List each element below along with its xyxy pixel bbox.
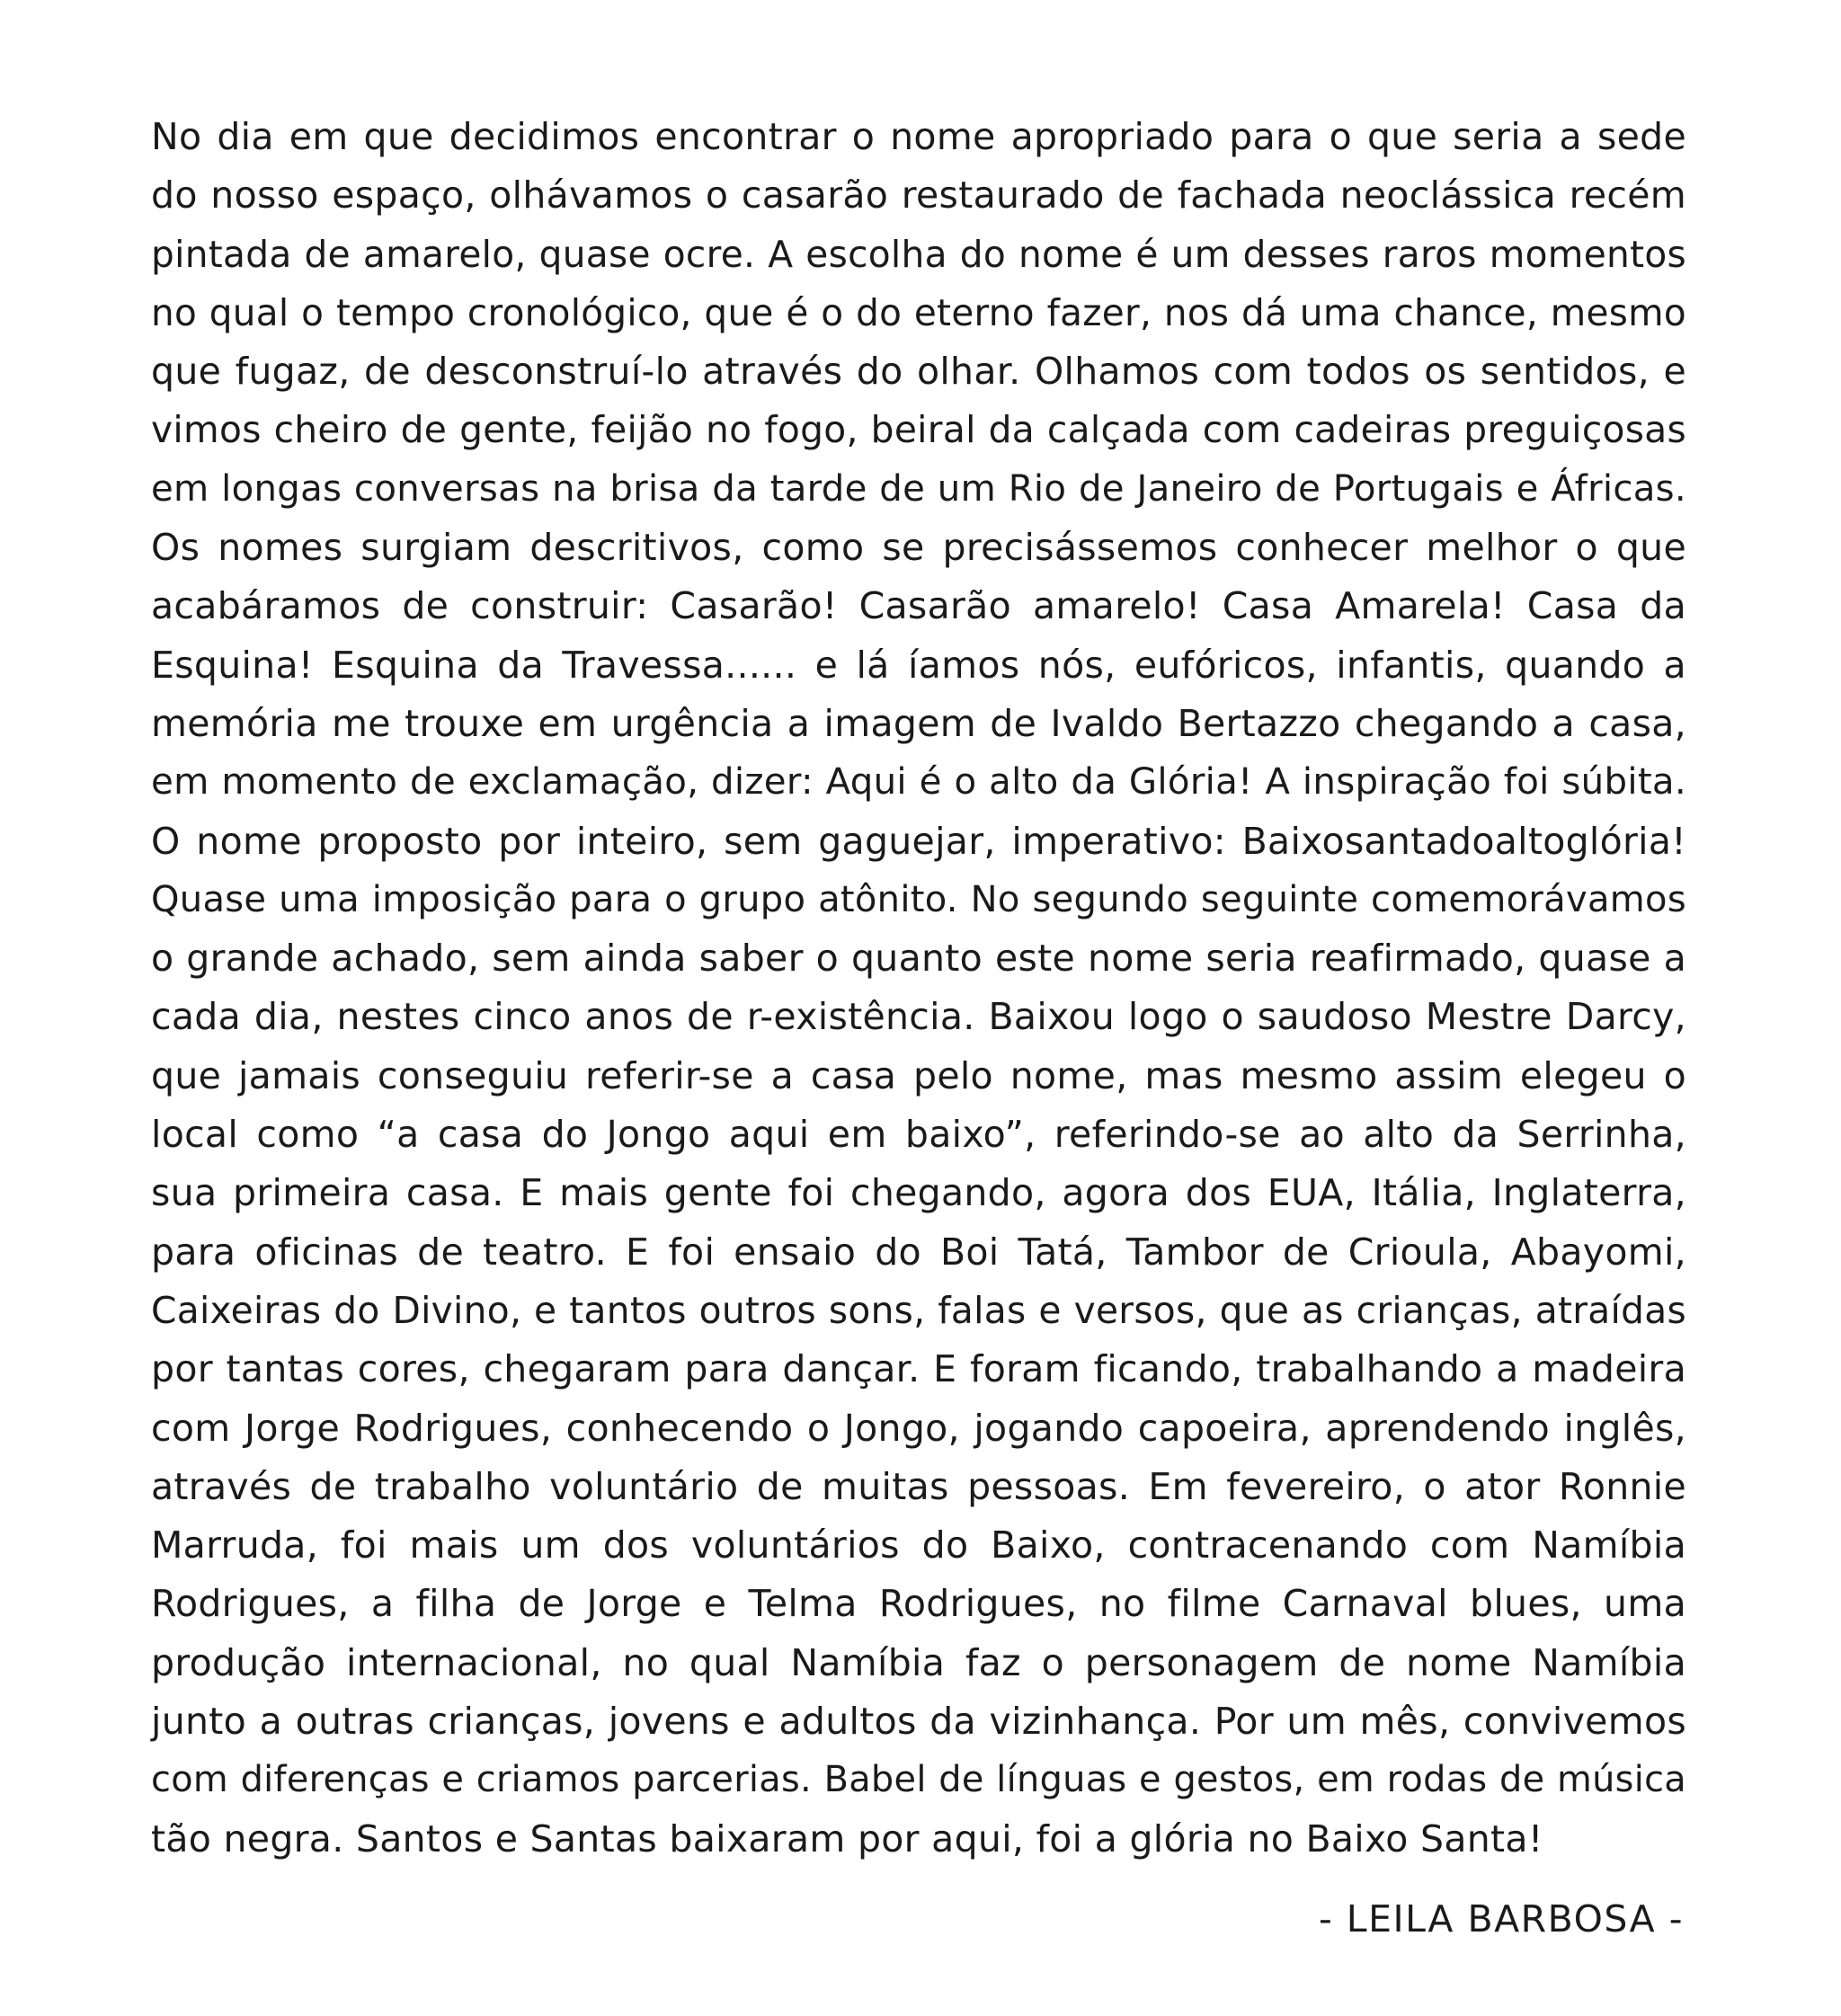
text-line: Marruda, foi mais um dos voluntários do Baixo, contracenando com Namíbia <box>151 1523 1686 1568</box>
text-line: o grande achado, sem ainda saber o quanto este nome seria reafirmado, quase a <box>151 937 1686 981</box>
text-line: do nosso espaço, olhávamos o casarão restaurado de fachada neoclássica recém <box>151 173 1686 218</box>
text-line: tão negra. Santos e Santas baixaram por aqui, foi a glória no Baixo Santa! <box>151 1816 1543 1861</box>
text-line: sua primeira casa. E mais gente foi chegando, agora dos EUA, Itália, Inglaterra, <box>151 1171 1686 1215</box>
body-text <box>151 108 1686 1869</box>
text-line: que jamais conseguiu referir-se a casa pelo nome, mas mesmo assim elegeu o <box>151 1053 1686 1097</box>
text-line: em momento de exclamação, dizer: Aqui é o alto da Glória! A inspiração foi súbita. <box>151 761 1686 804</box>
text-line: No dia em que decidimos encontrar o nome apropriado para o que seria a sede <box>151 115 1686 158</box>
author-signature: - LEILA BARBOSA - <box>1318 1897 1684 1941</box>
text-line: memória me trouxe em urgência a imagem de Ivaldo Bertazzo chegando a casa, <box>151 701 1686 745</box>
text-line: O nome proposto por inteiro, sem gaguejar, imperativo: Baixosantadoaltoglória! <box>151 819 1686 863</box>
text-line: cada dia, nestes cinco anos de r-existência. Baixou logo o saudoso Mestre Darcy, <box>151 995 1686 1039</box>
text-line: Rodrigues, a filha de Jorge e Telma Rodrigues, no filme Carnaval blues, uma <box>151 1582 1686 1626</box>
text-line: Caixeiras do Divino, e tantos outros sons, falas e versos, que as crianças, atraídas <box>151 1288 1686 1332</box>
text-line: em longas conversas na brisa da tarde de um Rio de Janeiro de Portugais e Áfricas. <box>151 467 1686 510</box>
text-line: vimos cheiro de gente, feijão no fogo, beiral da calçada com cadeiras preguiçosas <box>151 408 1686 452</box>
text-line: no qual o tempo cronológico, que é o do eterno fazer, nos dá uma chance, mesmo <box>151 290 1686 334</box>
text-line: pintada de amarelo, quase ocre. A escolha do nome é um desses raros momentos <box>151 232 1686 276</box>
text-line: com diferenças e criamos parcerias. Babel de línguas e gestos, em rodas de música <box>151 1759 1686 1801</box>
text-line: produção internacional, no qual Namíbia faz o personagem de nome Namíbia <box>151 1640 1686 1684</box>
text-line: que fugaz, de desconstruí-lo através do olhar. Olhamos com todos os sentidos, e <box>151 350 1686 394</box>
text-line: local como “a casa do Jongo aqui em baixo”, referindo-se ao alto da Serrinha, <box>151 1113 1686 1157</box>
text-line: por tantas cores, chegaram para dançar. E foram ficando, trabalhando a madeira <box>151 1347 1686 1391</box>
text-line: com Jorge Rodrigues, conhecendo o Jongo, jogando capoeira, aprendendo inglês, <box>151 1406 1686 1450</box>
text-line: Os nomes surgiam descritivos, como se precisássemos conhecer melhor o que <box>151 526 1686 570</box>
text-line: acabáramos de construir: Casarão! Casarão amarelo! Casa Amarela! Casa da <box>151 584 1686 628</box>
text-line: para oficinas de teatro. E foi ensaio do Boi Tatá, Tambor de Crioula, Abayomi, <box>151 1230 1686 1274</box>
text-line: através de trabalho voluntário de muitas pessoas. Em fevereiro, o ator Ronnie <box>151 1464 1686 1508</box>
text-line: Quase uma imposição para o grupo atônito. No segundo seguinte comemorávamos <box>151 878 1686 920</box>
text-line: Esquina! Esquina da Travessa...... e lá íamos nós, eufóricos, infantis, quando a <box>151 643 1686 687</box>
text-line: junto a outras crianças, jovens e adultos da vizinhança. Por um mês, convivemos <box>151 1700 1686 1744</box>
